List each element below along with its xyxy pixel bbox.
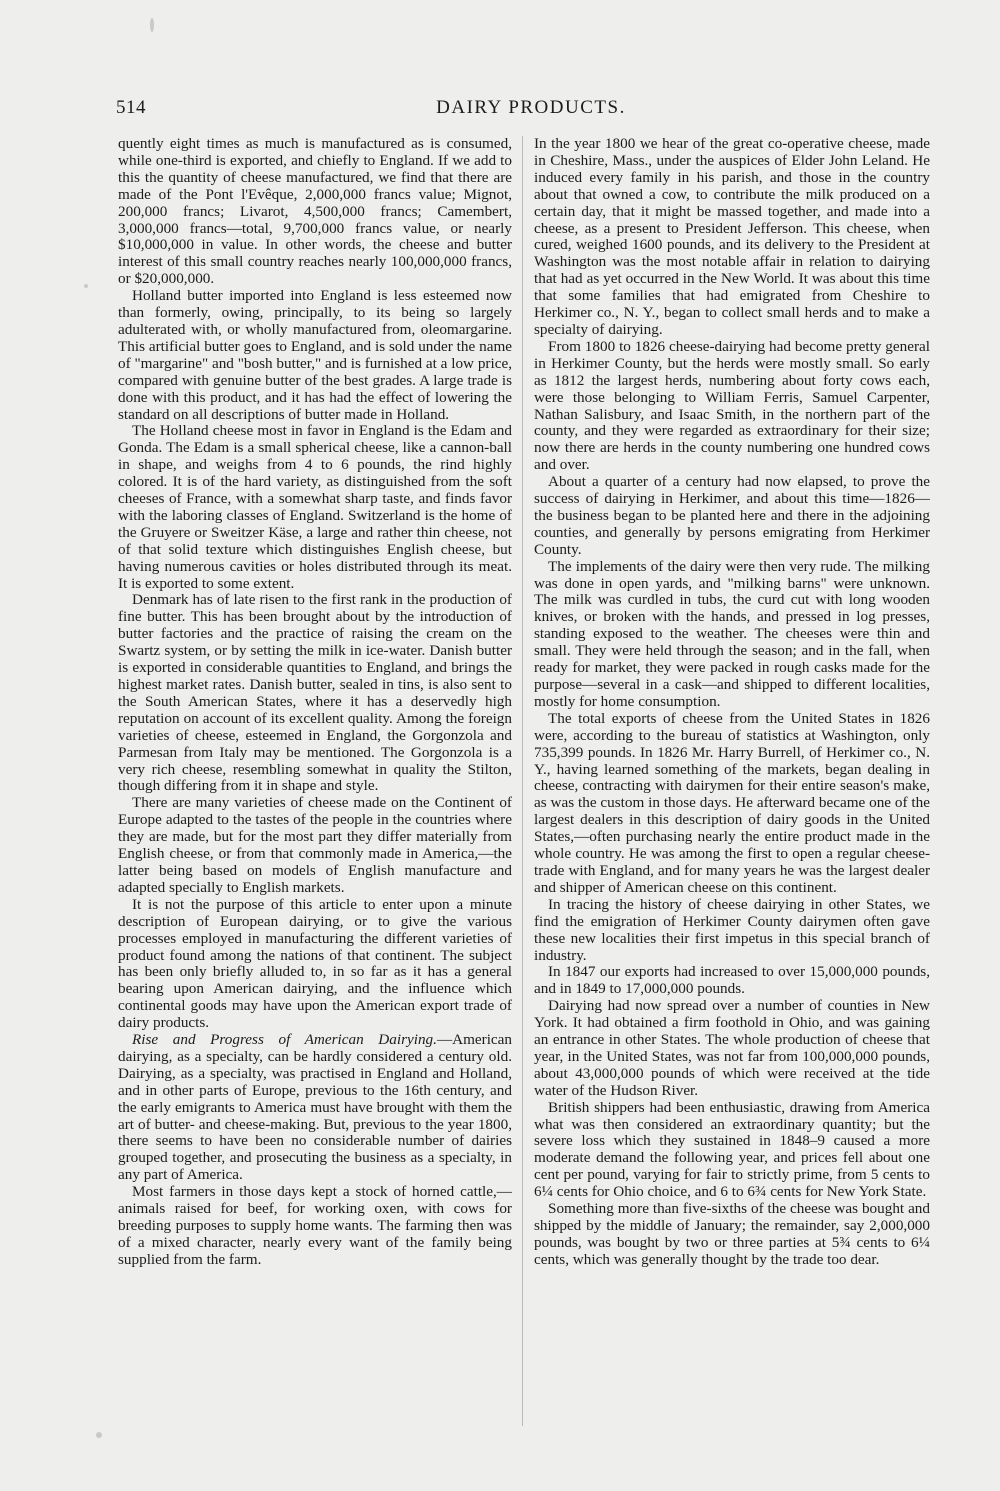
paragraph-text: In the year 1800 we hear of the great co-operative cheese, made in Cheshire, Mass., under the auspices of Elder John Leland. He induced every family in his parish, and those in the country about that owned a cow, to contribute the milk produced on a certain day, that it might be massed together, and made into a cheese, as a present to President Jefferson. This cheese, when cured, weighed 1600 pounds, and its delivery to the President at Washington was the most notable affair in relation to dairying that had as yet occurred in the New World. It was about this time that some families that had emigrated from Cheshire to Herkimer co., N. Y., began to collect small herds and to make a specialty of dairying. bbox=[534, 135, 930, 338]
paragraph bbox=[534, 136, 930, 339]
paragraph bbox=[534, 1201, 930, 1269]
paragraph-text: There are many varieties of cheese made on the Continent of Europe adapted to the tastes of the people in the countries where they are made, but for the most part they differ materially from English cheese, or from that commonly made in America,—the latter being based on models of English manufacture and adapted specially to English markets. bbox=[118, 794, 512, 896]
paragraph-text: In 1847 our exports had increased to over 15,000,000 pounds, and in 1849 to 17,000,000 pounds. bbox=[534, 963, 930, 998]
paragraph-text: The implements of the dairy were then very rude. The milking was done in open yards, and "milking barns" were unknown. The milk was curdled in tubs, the curd cut with long wooden knives, or broken with the hands, and pressed in log presses, standing exposed to the weather. The cheeses were thin and small. They were held through the season; and in the fall, when ready for market, they were packed in rough casks made for the purpose—several in a cask—and shipped to different localities, mostly for home consumption. bbox=[534, 557, 930, 710]
paragraph-text: Dairying had now spread over a number of counties in New York. It had obtained a firm foothold in Ohio, and was gaining an entrance in other States. The whole production of cheese that year, in the United States, was not far from 100,000,000 pounds, about 43,000,000 pounds of which were received at the tide water of the Hudson River. bbox=[534, 997, 930, 1099]
paragraph bbox=[534, 474, 930, 559]
paragraph bbox=[118, 423, 512, 592]
right-text-column bbox=[534, 136, 930, 1269]
page-number: 514 bbox=[116, 97, 146, 118]
paragraph bbox=[118, 897, 512, 1032]
paragraph bbox=[118, 1032, 512, 1184]
paragraph bbox=[118, 136, 512, 288]
paragraph bbox=[534, 1100, 930, 1201]
paragraph-text: Denmark has of late risen to the first rank in the production of fine butter. This has been brought about by the introduction of butter factories and the practice of raising the cream on the Swartz system, or by setting the milk in ice-water. Danish butter is exported in considerable quantities to England, and brings the highest market rates. Danish butter, sealed in tins, is also sent to the South American States, where it has a deservedly high reputation on account of its excellent quality. Among the foreign varieties of cheese, esteemed in England, the Gorgonzola and Parmesan from Italy may be mentioned. The Gorgonzola is a very rich cheese, resembling somewhat in quality the Stilton, though differing from it in shape and style. bbox=[118, 591, 512, 795]
paragraph-text: British shippers had been enthusiastic, drawing from America what was then considered an extraordinary quantity; but the severe loss which they sustained in 1848–9 caused a more moderate demand the following year, and prices fell about one cent per pound, varying for fair to strictly prime, from 5 cents to 6¼ cents for Ohio choice, and 6 to 6¾ cents for New York State. bbox=[534, 1098, 930, 1201]
running-title: DAIRY PRODUCTS. bbox=[436, 97, 626, 118]
paragraph bbox=[534, 964, 930, 998]
left-text-column bbox=[118, 136, 512, 1269]
paragraph-text: About a quarter of a century had now elapsed, to prove the success of dairying in Herkimer, and about this time—1826—the business began to be planted here and there in the adjoining counties, and generally by persons emigrating from Herkimer County. bbox=[534, 473, 930, 558]
paragraph-text: In tracing the history of cheese dairying in other States, we find the emigration of Herkimer County dairymen often gave these new localities their first impetus in this special branch of industry. bbox=[534, 895, 930, 964]
paragraph-text: The total exports of cheese from the United States in 1826 were, according to the bureau of statistics at Washington, only 735,399 pounds. In 1826 Mr. Harry Burrell, of Herkimer co., N. Y., having learned something of the markets, began dealing in cheese, contracting with dairymen for their entire season's make, as was the custom in those days. He afterward became one of the largest dealers in this description of dairy goods in the United States,—often purchasing nearly the entire product made in the whole country. He was among the first to open a regular cheese-trade with England, and for many years he was the largest dealer and shipper of American cheese on this continent. bbox=[534, 709, 930, 896]
margin-smudge bbox=[96, 1432, 102, 1438]
margin-smudge bbox=[150, 18, 154, 32]
paragraph-text: It is not the purpose of this article to enter upon a minute description of European dairying, or to give the various processes employed in manufacturing the different varieties of product found among the nations of that continent. The subject has been only briefly alluded to, in so far as it has a general bearing upon American dairying, and the influence which continental goods may have upon the American export trade of dairy products. bbox=[118, 895, 512, 1032]
paragraph bbox=[534, 559, 930, 711]
paragraph-text: —American dairying, as a specialty, can be hardly considered a century old. Dairying, as a specialty, was practised in England and Holland, and in other parts of Europe, previous to the 16th century, and the early emigrants to America must have brought with them the art of butter- and cheese-making. But, previous to the year 1800, there seems to have been no considerable number of dairies grouped together, and prosecuting the business as a specialty, in any part of America. bbox=[118, 1031, 512, 1184]
paragraph bbox=[534, 998, 930, 1099]
paragraph bbox=[118, 592, 512, 795]
paragraph-text: Most farmers in those days kept a stock of horned cattle,—animals raised for beef, for working oxen, with cows for breeding purposes to supply home wants. The farming then was of a mixed character, nearly every want of the family being supplied from the farm. bbox=[118, 1183, 512, 1268]
paragraph bbox=[534, 897, 930, 965]
paragraph bbox=[118, 1184, 512, 1269]
section-heading: Rise and Progress of American Dairying. bbox=[132, 1031, 437, 1049]
paragraph bbox=[534, 339, 930, 474]
paragraph bbox=[534, 711, 930, 897]
column-divider bbox=[522, 136, 523, 1426]
margin-smudge bbox=[84, 284, 88, 288]
paragraph-text: Something more than five-sixths of the cheese was bought and shipped by the middle of January; the remainder, say 2,000,000 pounds, was bought by two or three parties at 5¾ cents to 6¼ cents, which was generally thought by the trade too dear. bbox=[534, 1200, 930, 1268]
paragraph-text: Holland butter imported into England is less esteemed now than formerly, owing, principally, to its being so largely adulterated with, or wholly manufactured from, oleomargarine. This artificial butter goes to England, and is sold under the name of "margarine" and "bosh butter," and is furnished at a low price, compared with genuine butter of the best grades. A large trade is done with this product, and it has had the effect of lowering the standard on all descriptions of butter made in Holland. bbox=[118, 287, 512, 423]
paragraph-text: From 1800 to 1826 cheese-dairying had become pretty general in Herkimer County, but the herds were mostly small. So early as 1812 the largest herds, numbering about forty cows each, were those belonging to William Ferris, Samuel Carpenter, Nathan Salisbury, and Isaac Smith, in the northern part of the county, and they were regarded as extraordinary for their size; now there are herds in the county numbering one hundred cows and over. bbox=[534, 337, 930, 474]
page-header bbox=[116, 97, 946, 123]
paragraph-text: The Holland cheese most in favor in England is the Edam and Gonda. The Edam is a small spherical cheese, like a cannon-ball in shape, and weighs from 4 to 6 pounds, the rind highly colored. It is of the hard variety, as distinguished from the soft cheeses of France, with a somewhat sharp taste, and finds favor with the laboring classes of England. Switzerland is the home of the Gruyere or Sweitzer Käse, a large and rather thin cheese, not of that solid texture which distinguishes English cheese, but having numerous cavities or holes distributed through its meat. It is exported to some extent. bbox=[118, 422, 512, 592]
paragraph bbox=[118, 795, 512, 896]
paragraph-text: quently eight times as much is manufactured as is consumed, while one-third is exported, and chiefly to England. If we add to this the quantity of cheese manufactured, we find that there are made of the Pont l'Evêque, 2,000,000 francs value; Mignot, 200,000 francs; Livarot, 4,500,000 francs; Camembert, 3,000,000 francs—total, 9,700,000 francs value, or nearly $10,000,000 in value. In other words, the cheese and butter interest of this small country reaches nearly 100,000,000 francs, or $20,000,000. bbox=[118, 135, 512, 288]
paragraph bbox=[118, 288, 512, 423]
